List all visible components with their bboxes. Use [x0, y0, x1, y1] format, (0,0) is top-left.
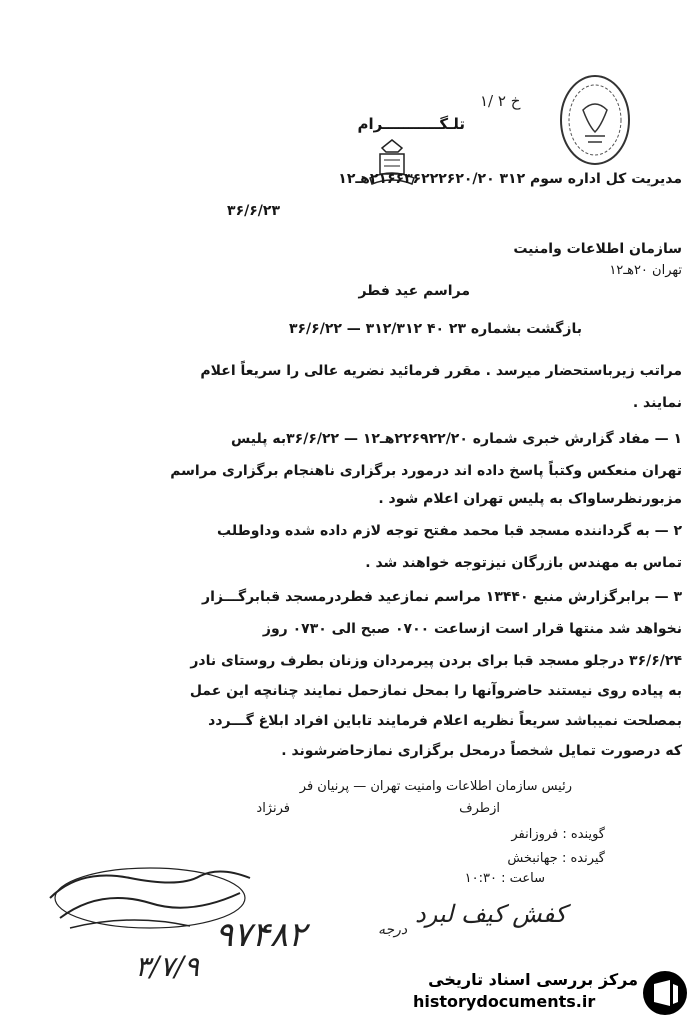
subject: مراسم عید فطر [358, 283, 470, 299]
transmission-receiver: گیرنده : جهانبخش [507, 851, 605, 866]
on-behalf: ازطرف [459, 801, 500, 816]
reference-line: بازگشت بشماره ۲۳ ۴۰ ۳۱۲/۳۱۲ — ۳۶/۶/۲۲ [288, 321, 582, 337]
handwritten-bottom-number: ۳/۷/۹ [135, 950, 199, 983]
to-line: مدیریت کل اداره سوم ۳۱۲ ۲۱۶۶۳۶۲۲۲۶۲۰/۲۰هـ۱۲ [338, 171, 682, 187]
body-line-10: ۳۶/۶/۲۴ درجلو مسجد قبا برای بردن پیرمردان وزنان بطرف روستای نادر [190, 653, 682, 669]
body-line-2: نمایند . [632, 395, 682, 411]
round-seal-icon [555, 70, 635, 170]
body-line-12: بمصلحت نمیباشد سریعاً نظریه اعلام فرمایند تاباین افراد ابلاغ گـــردد [208, 713, 682, 729]
watermark-latin: historydocuments.ir [413, 992, 596, 1011]
archive-logo-icon [640, 968, 690, 1018]
document-type: تلـگـــــــــــرام [357, 115, 465, 133]
body-line-5: مزبورنظرساواک به پلیس تهران اعلام شود . [378, 491, 682, 507]
transmission-sender: گوینده : فروزانفر [511, 827, 605, 842]
transmission-time: ساعت : ۱۰:۳۰ [464, 871, 545, 886]
body-line-11: به پیاده روی نیستند حاضروآنها را بمحل نمازحمل نمایند چنانچه این عمل [189, 683, 682, 699]
body-line-4: تهران منعکس وکتباً پاسخ داده اند درمورد برگزاری ناهنجام برگزاری مراسم [170, 463, 682, 479]
handwritten-number: ۹۷۴۸۲ [215, 915, 307, 955]
signer-name: فرنژاد [256, 801, 290, 816]
watermark [408, 960, 700, 1030]
date-line: ۳۶/۶/۲۳ [227, 203, 280, 219]
handwritten-dar: درجه [378, 922, 408, 938]
body-line-1: مراتب زیرباستحضار میرسد . مقرر فرمائید نضریه عالی را سریعاً اعلام [200, 363, 682, 379]
body-line-3: ۱ — مفاد گزارش خبری شماره ۲۲۶۹۲۲/۲۰هـ۱۲ — ۳۶/۶/۲۲به پلیس [231, 431, 682, 447]
sender: سازمان اطلاعات وامنیت [513, 241, 682, 257]
body-line-8: ۳ — برابرگزارش منبع ۱۳۴۴۰ مراسم نمازعید فطردرمسجد قبابرگـــزار [202, 589, 682, 605]
body-line-6: ۲ — به گرداننده مسجد قبا محمد مفتح توجه لازم داده شده وداوطلب [217, 523, 682, 539]
city-line: تهران ۲۰هـ۱۲ [609, 263, 682, 278]
watermark-arabic: مرکز بررسی اسناد تاریخی [428, 970, 638, 989]
top-handwritten-mark: ۱/ ۲ خ [480, 92, 521, 110]
body-line-13: که درصورت تمایل شخصاً درمحل برگزاری نمازحاضرشوند . [281, 743, 682, 759]
body-line-9: نخواهد شد منتها قرار است ازساعت ۰۷۰۰ صبح الی ۰۷۳۰ روز [262, 621, 682, 637]
body-line-7: تماس به مهندس بازرگان نیزتوجه خواهند شد . [365, 555, 682, 571]
signature-title: رئیس سازمان اطلاعات وامنیت تهران — پرنیان فر [299, 779, 572, 794]
handwritten-note: کفش کیف لبرد [415, 900, 567, 928]
